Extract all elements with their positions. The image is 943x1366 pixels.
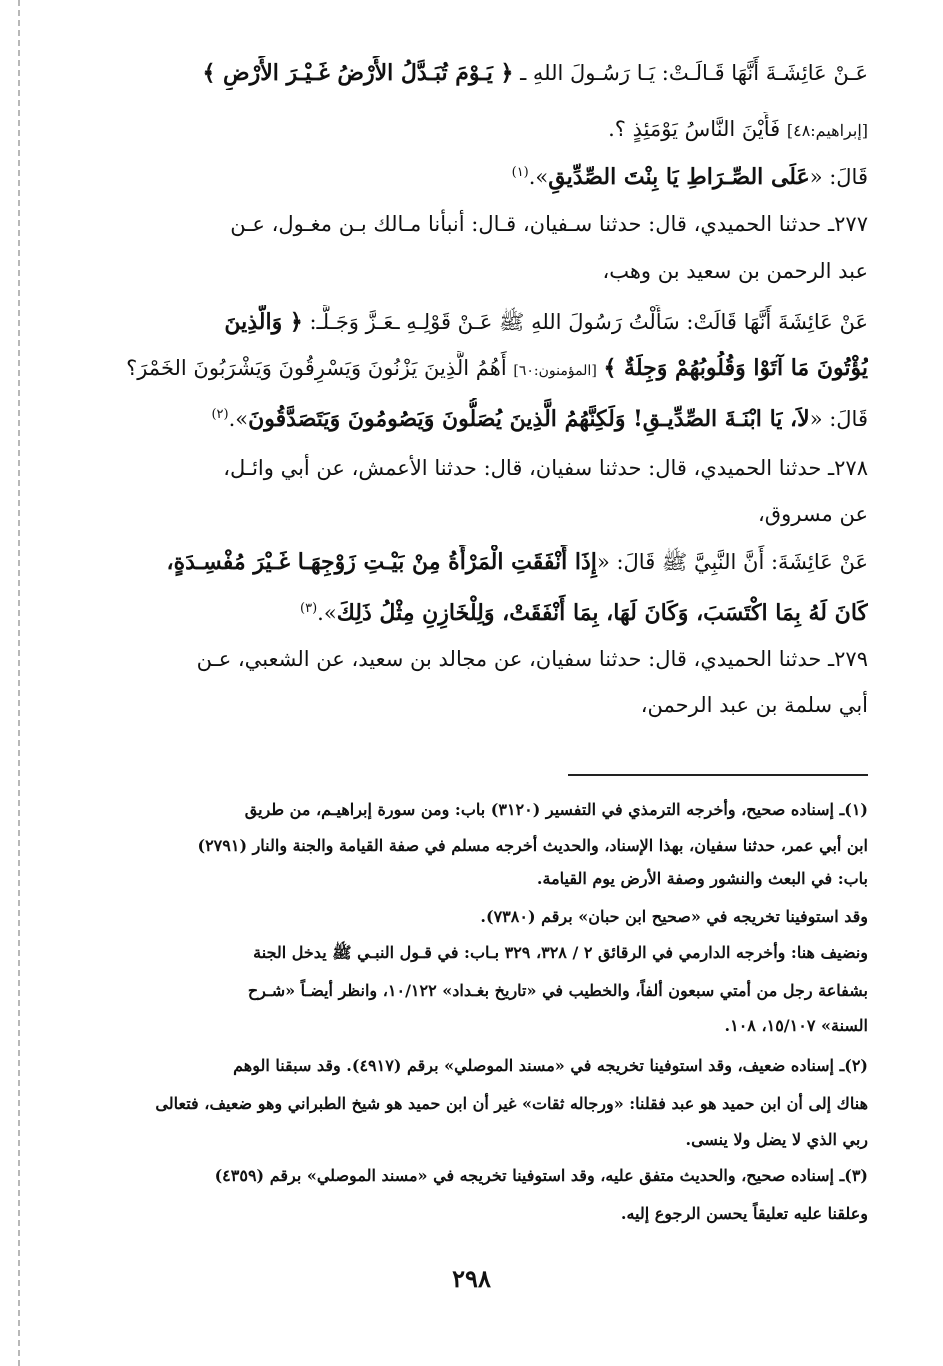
narration-text: قَالَ: « [809,407,868,431]
hadith-277-line-1 [75,305,868,339]
quran-quote: ﴿ يَـوْمَ تُبَـدَّلُ الأَرْضُ غَـيْـرَ الأَرْضِ ﴾ [202,60,514,86]
footnote-separator [568,774,868,776]
quote-close: ». [317,601,337,625]
footnote-3-line-1: (٣)ـ إسناده صحيح، والحديث متفق عليه، وقد استوفينا تخريجه في «مسند الموصلي» برقم (٤٣٥٩) [214,1166,868,1185]
prophetic-saying: إِذَا أَنْفَقَتِ الْمَرْأَةُ مِنْ بَيْـتِ زَوْجِهَـا غَـيْرَ مُفْسِـدَةٍ، [166,549,597,575]
narration-text: فَأَيْنَ النَّاسُ يَوْمَئِذٍ ؟. [608,117,781,141]
quran-quote: يُؤْتُونَ مَا آتَوْا وَقُلُوبُهُمْ وَجِلَةٌ ﴾ [603,355,868,381]
footnote-1-line-7: السنة» ١٥/١٠٧، ١٠٨. [724,1016,868,1035]
narration-text: قَالَ: « [809,165,868,189]
footnote-2-line-2: هناك إلى أن ابن حميد هو عبد فقلنا: «ورجاله ثقات» غير أن ابن حميد هو شيخ الطبراني وهو ضعيف، فتعالى [155,1094,868,1113]
prophetic-saying: لاَ، يَا ابْنَـةَ الصِّدِّيـقِ! وَلَكِنَّهُمُ الَّذِينَ يُصَلُّونَ وَيَصُومُونَ وَيَتَصَدَّقُونَ [248,406,810,432]
prophetic-saying: عَلَى الصِّـرَاطِ يَا بِنْتَ الصِّدِّيقِ [548,164,810,190]
footnote-1-line-5: ونضيف هنا: وأخرجه الدارمي في الرقائق ٢ / ٣٢٨، ٣٢٩ بـاب: في قـول النبـي ﷺ يدخل الجنة [253,943,868,962]
footnote-1-line-6: بشفاعة رجل من أمتي سبعون ألفاً، والخطيب في «تاريخ بغـداد» ١٠/١٢٢، وانظر أيضـاً «شـرح [247,981,868,1000]
footnote-1-line-2: ابن أبي عمر، حدثنا سفيان، بهذا الإسناد، والحديث أخرجه مسلم في صفة القيامة والجنة والنار (٢٧٩١) [197,836,868,855]
footnote-marker: (١) [511,165,529,180]
footnote-2-line-1: (٢)ـ إسناده ضعيف، وقد استوفينا تخريجه في «مسند الموصلي» برقم (٤٩١٧). وقد سبقنا الوهم [233,1056,868,1075]
isnad-text: ٢٧٧ـ حدثنا الحميدي، قال: حدثنا سـفيان، قـال: أنبأنا مـالك بـن مغـول، عـن [230,212,868,236]
hadith-line-3 [75,156,868,194]
isnad-279-line-1 [75,642,868,676]
hadith-277-line-2 [75,351,868,388]
hadith-278-line-2 [75,592,868,630]
isnad-277-line-2 [75,254,868,288]
footnote-1-line-4: وقد استوفينا تخريجه في «صحيح ابن حبان» برقم (٧٣٨٠). [480,907,868,926]
isnad-279-line-2 [75,688,868,722]
footnote-1-line-1: (١)ـ إسناده صحيح، وأخرجه الترمذي في التفسير (٣١٢٠) باب: ومن سورة إبراهيـم، من طريق [244,800,868,819]
isnad-278-line-2 [75,497,868,531]
isnad-278-line-1 [75,451,868,485]
narration-text: عَنْ عَائِشَةَ أَنَّهَا قَالَتْ: سَأَلْتُ رَسُولَ اللهِ ﷺ عَـنْ قَوْلِـهِ ـعَـزَّ وَجَـلَّـ: [309,310,868,334]
hadith-line-1 [75,56,868,90]
narration-text: عَنْ عَائِشَةَ: أَنَّ النَّبِيَّ ﷺ قَالَ: « [596,550,868,574]
quote-close: ». [228,407,249,431]
footnote-1-line-3: باب: في البعث والنشور وصفة الأرض يوم القيامة. [536,869,868,888]
quran-reference: [إبراهيم:٤٨] [786,121,868,140]
hadith-277-line-3 [75,398,868,436]
isnad-text: عن مسروق، [758,502,868,526]
quote-close: ». [528,165,549,189]
isnad-text: عبد الرحمن بن سعيد بن وهب، [602,259,868,283]
narration-text: أَهُمُ الَّذِينَ يَزْنُونَ وَيَسْرِقُونَ وَيَشْرَبُونَ الخَمْرَ؟ [126,356,507,380]
isnad-277-line-1 [75,207,868,241]
hadith-278-line-1 [75,545,868,579]
scan-edge-dashed-line [18,0,20,1366]
narration-text: عَـنْ عَائِشَـةَ أَنَّهَا قَـالَـتْ: يَـا رَسُـولَ اللهِ ـ [520,61,868,85]
hadith-line-2 [75,112,868,148]
isnad-text: ٢٧٩ـ حدثنا الحميدي، قال: حدثنا سفيان، عن مجالد بن سعيد، عن الشعبي، عـن [196,647,868,671]
footnote-3-line-2: وعلقنا عليه تعليقاً يحسن الرجوع إليه. [620,1204,868,1223]
footnote-marker: (٢) [211,407,229,422]
quran-quote: ﴿ وَالَّذِينَ [224,309,303,335]
quran-reference: [المؤمنون:٦٠] [513,363,597,379]
page-number: ٢٩٨ [452,1264,491,1293]
footnote-marker: (٣) [300,601,318,616]
isnad-text: أبي سلمة بن عبد الرحمن، [640,693,868,717]
prophetic-saying: كَانَ لَهُ بِمَا اكْتَسَبَ، وَكَانَ لَهَا، بِمَا أَنْفَقَتْ، وَلِلْخَازِنِ مِثْلُ ذَلِكَ [336,600,868,626]
footnote-2-line-3: ربي الذي لا يضل ولا ينسى. [685,1130,868,1149]
isnad-text: ٢٧٨ـ حدثنا الحميدي، قال: حدثنا سفيان، قال: حدثنا الأعمش، عن أبي وائـل، [223,456,868,480]
